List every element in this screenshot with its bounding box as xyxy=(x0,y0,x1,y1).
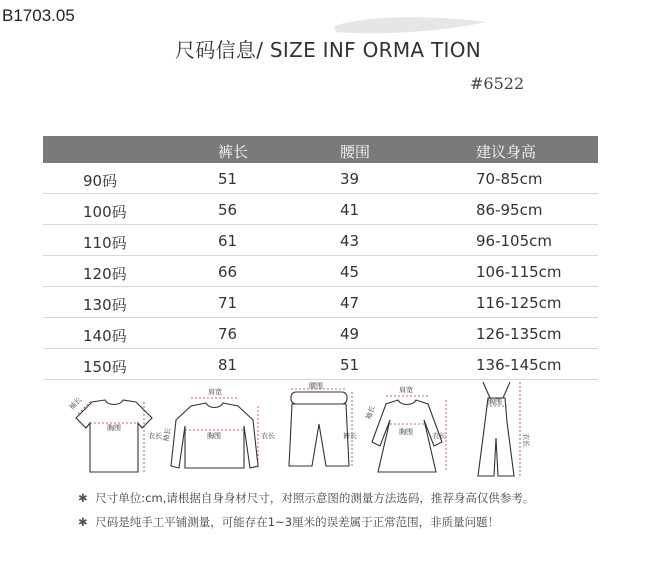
cell-size: 90码 xyxy=(83,172,118,190)
cell-height: 126-135cm xyxy=(476,325,562,343)
table-row xyxy=(43,163,598,194)
dress-shoulder-label: 肩宽 xyxy=(399,386,413,394)
product-code: B1703.05 xyxy=(2,6,75,25)
note-text: 尺寸单位:cm,请根据自身身材尺寸，对照示意图的测量方法选码，推荐身高仅供参考。 xyxy=(95,491,535,505)
cell-waist: 39 xyxy=(340,170,360,188)
tshirt-sleeve-label: 袖长 xyxy=(67,395,84,412)
note-text: 尺码是纯手工平铺测量，可能存在1~3厘米的误差属于正常范围，非质量问题！ xyxy=(95,515,500,529)
table-row xyxy=(43,287,598,318)
cell-size: 100码 xyxy=(83,203,127,221)
cell-waist: 43 xyxy=(340,232,360,250)
cell-height: 106-115cm xyxy=(476,263,562,281)
cell-pants-length: 61 xyxy=(218,232,238,250)
table-header xyxy=(43,136,598,163)
cell-height: 86-95cm xyxy=(476,201,543,219)
cell-pants-length: 76 xyxy=(218,325,238,343)
measurement-diagrams xyxy=(58,378,598,482)
cell-height: 116-125cm xyxy=(476,294,562,312)
shorts-diagram xyxy=(289,389,352,466)
asterisk-icon: ✱ xyxy=(78,515,88,529)
sweater-sleeve-label: 袖长 xyxy=(162,427,173,443)
table-row xyxy=(43,225,598,256)
cell-height: 70-85cm xyxy=(476,170,543,188)
note-line-1 xyxy=(78,490,534,514)
size-table xyxy=(43,136,598,380)
notes-section xyxy=(78,490,534,538)
cell-size: 110码 xyxy=(83,234,127,252)
table-row xyxy=(43,349,598,380)
cell-size: 140码 xyxy=(83,327,127,345)
table-row xyxy=(43,194,598,225)
cell-waist: 41 xyxy=(340,201,360,219)
cell-size: 120码 xyxy=(83,265,127,283)
dress-length-label: 衣长 xyxy=(432,432,446,440)
shorts-waist-label: 腰围 xyxy=(309,382,323,390)
cell-pants-length: 71 xyxy=(218,294,238,312)
overalls-chest-label: 胸围 xyxy=(488,398,502,406)
tshirt-chest-label: 胸围 xyxy=(107,424,121,432)
table-row xyxy=(43,318,598,349)
header-waist: 腰围 xyxy=(340,143,371,161)
header-height: 建议身高 xyxy=(476,143,537,161)
tshirt-length-label: 衣长 xyxy=(148,432,162,440)
cell-waist: 51 xyxy=(340,356,360,374)
sweater-shoulder-label: 肩宽 xyxy=(208,388,222,396)
cell-pants-length: 51 xyxy=(218,170,238,188)
sweater-length-label: 衣长 xyxy=(261,432,275,440)
tshirt-diagram xyxy=(76,400,152,472)
shorts-length-label: 裤长 xyxy=(343,432,357,440)
asterisk-icon: ✱ xyxy=(78,491,88,505)
cell-waist: 49 xyxy=(340,325,360,343)
cell-waist: 47 xyxy=(340,294,360,312)
cell-size: 130码 xyxy=(83,296,127,314)
page-title: 尺码信息/ SIZE INF ORMA TION xyxy=(175,38,482,62)
cell-height: 96-105cm xyxy=(476,232,552,250)
cell-pants-length: 66 xyxy=(218,263,238,281)
cell-height: 136-145cm xyxy=(476,356,562,374)
dress-chest-label: 胸围 xyxy=(399,428,413,436)
cell-size: 150码 xyxy=(83,358,127,376)
note-line-2 xyxy=(78,514,534,538)
sweater-chest-label: 胸围 xyxy=(207,432,221,440)
table-row xyxy=(43,256,598,287)
item-number: #6522 xyxy=(470,74,525,93)
overalls-diagram xyxy=(478,382,520,476)
cell-pants-length: 56 xyxy=(218,201,238,219)
dress-sleeve-label: 袖长 xyxy=(364,404,377,421)
overalls-length-label: 衣长 xyxy=(522,433,530,447)
cell-pants-length: 81 xyxy=(218,356,238,374)
cell-waist: 45 xyxy=(340,263,360,281)
header-pants-length: 裤长 xyxy=(218,143,249,161)
